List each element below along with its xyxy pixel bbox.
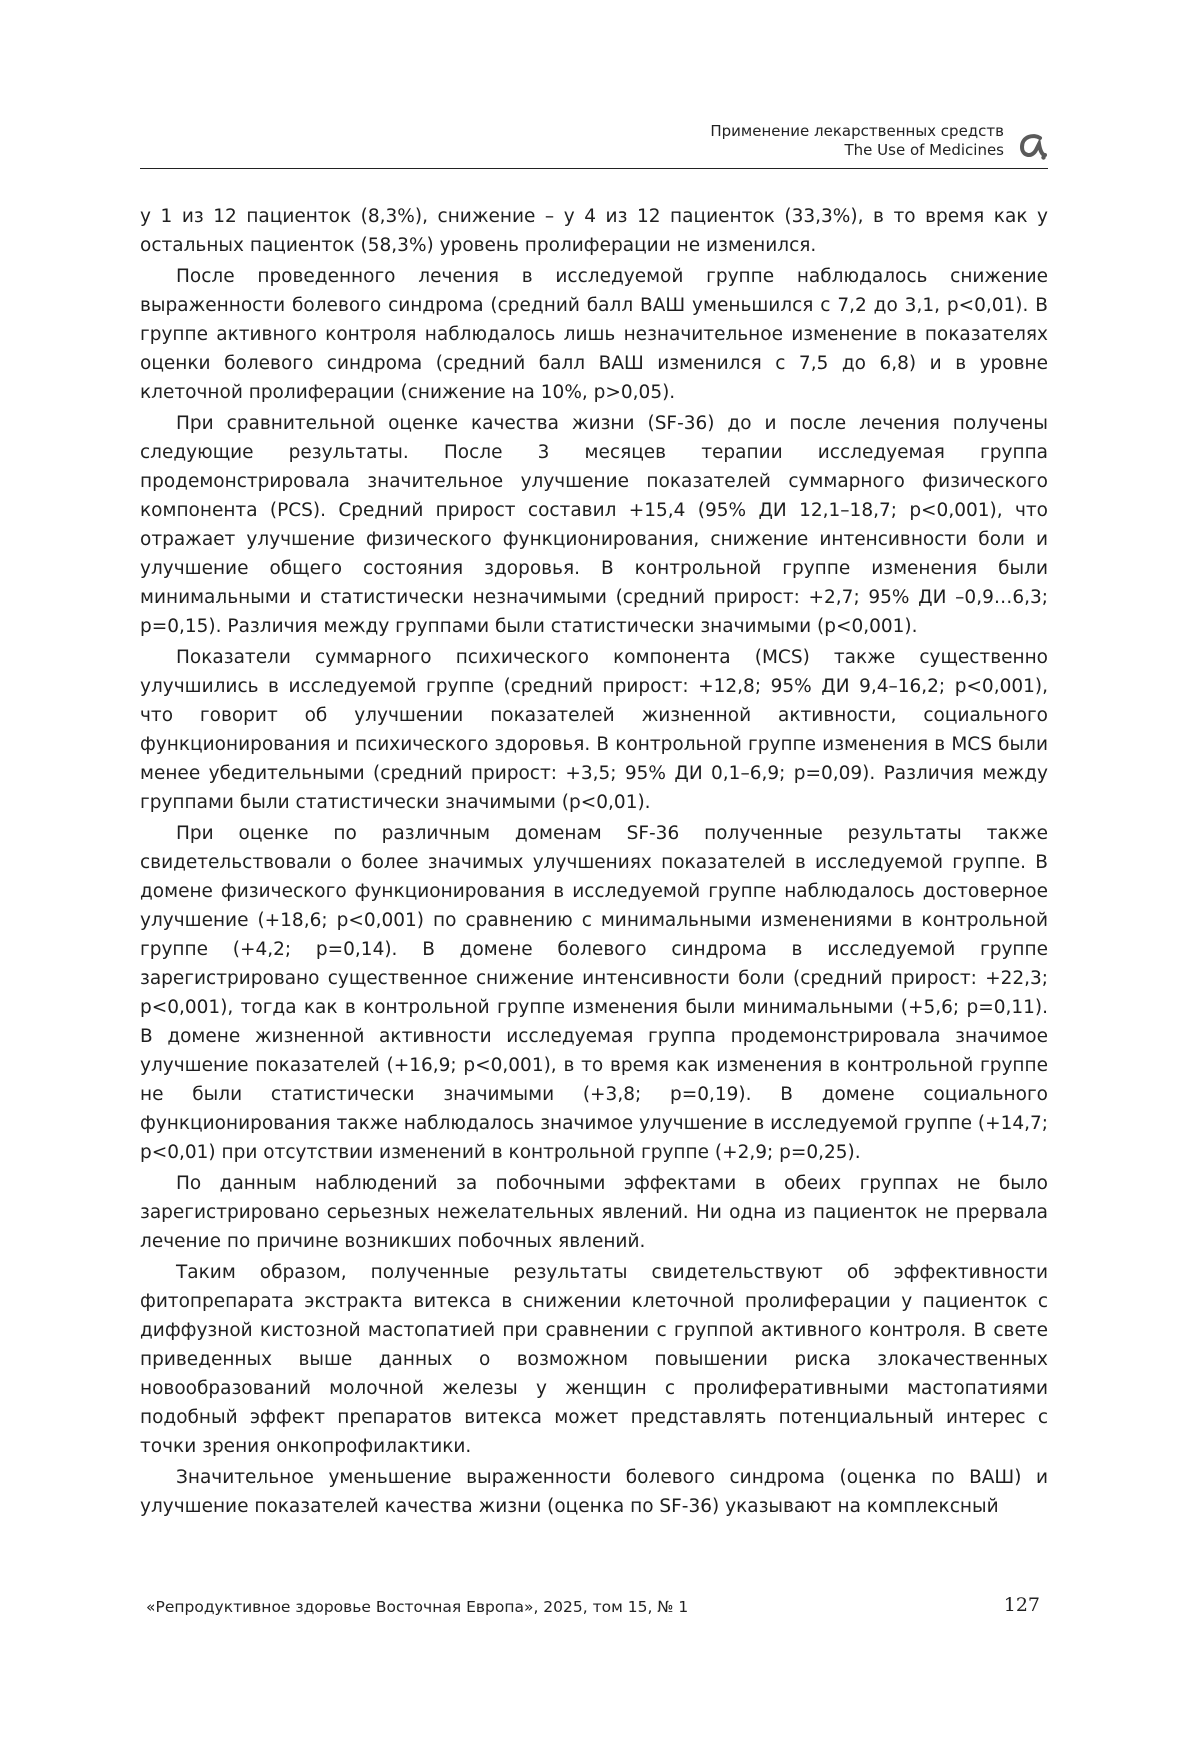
page-number: 127 (1003, 1594, 1040, 1616)
paragraph: По данным наблюдений за побочными эффектами в обеих группах не было зарегистрировано серьезных нежелательных явлений. Ни одна из пациенток не прервала лечение по причине возникших побочных явлений. (140, 1173, 1048, 1252)
header-title-en: The Use of Medicines (844, 141, 1004, 159)
paragraph: При оценке по различным доменам SF-36 полученные результаты также свидетельствовали о более значимых улучшениях показателей в исследуемой группе. В домене физического функционирования в исследуемой группе наблюдалось достоверное улучшение (+18,6; p<0,001) по сравнению с минимальными изменениями в контрольной группе (+4,2; p=0,14). В домене болевого синдрома в исследуемой группе зарегистрировано существенное снижение интенсивности боли (средний прирост: +22,3; p<0,001), тогда как в контрольной группе изменения были минимальными (+5,6; p=0,11). В домене жизненной активности исследуемая группа продемонстрировала значимое улучшение показателей (+16,9; p<0,001), в то время как изменения в контрольной группе не были статистически значимыми (+3,8; p=0,19). В домене социального функционирования также наблюдалось значимое улучшение в исследуемой группе (+14,7; p<0,01) при отсутствии изменений в контрольной группе (+2,9; p=0,25). (140, 823, 1048, 1163)
article-body (140, 202, 1048, 1523)
paragraph: Таким образом, полученные результаты свидетельствуют об эффективности фитопрепарата экстракта витекса в снижении клеточной пролиферации у пациенток с диффузной кистозной мастопатией при сравнении с группой активного контроля. В свете приведенных выше данных о возможном повышении риска злокачественных новообразований молочной железы у женщин с пролиферативными мастопатиями подобный эффект препаратов витекса может представлять потенциальный интерес с точки зрения онкопрофилактики. (140, 1262, 1048, 1457)
paragraph: При сравнительной оценке качества жизни (SF-36) до и после лечения получены следующие результаты. После 3 месяцев терапии исследуемая группа продемонстрировала значительное улучшение показателей суммарного физического компонента (PCS). Средний прирост составил +15,4 (95% ДИ 12,1–18,7; p<0,001), что отражает улучшение физического функционирования, снижение интенсивности боли и улучшение общего состояния здоровья. В контрольной группе изменения были минимальными и статистически незначимыми (средний прирост: +2,7; 95% ДИ –0,9…6,3; p=0,15). Различия между группами были статистически значимыми (p<0,001). (140, 413, 1048, 637)
paragraph: Показатели суммарного психического компонента (MCS) также существенно улучшились в исследуемой группе (средний прирост: +12,8; 95% ДИ 9,4–16,2; p<0,001), что говорит об улучшении показателей жизненной активности, социального функционирования и психического здоровья. В контрольной группе изменения в MCS были менее убедительными (средний прирост: +3,5; 95% ДИ 0,1–6,9; p=0,09). Различия между группами были статистически значимыми (p<0,01). (140, 647, 1048, 813)
paragraph: у 1 из 12 пациенток (8,3%), снижение – у 4 из 12 пациенток (33,3%), в то время как у остальных пациенток (58,3%) уровень пролиферации не изменился. (140, 206, 1048, 256)
running-header-text (710, 122, 1004, 160)
paragraph: Значительное уменьшение выраженности болевого синдрома (оценка по ВАШ) и улучшение показателей качества жизни (оценка по SF-36) указывают на комплексный (140, 1467, 1048, 1517)
header-title-ru: Применение лекарственных средств (710, 122, 1004, 140)
page-footer (140, 1594, 1048, 1622)
journal-citation: «Репродуктивное здоровье Восточная Европа», 2025, том 15, № 1 (146, 1598, 689, 1616)
paragraph: После проведенного лечения в исследуемой группе наблюдалось снижение выраженности болевого синдрома (средний балл ВАШ уменьшился с 7,2 до 3,1, p<0,01). В группе активного контроля наблюдалось лишь незначительное изменение в показателях оценки болевого синдрома (средний балл ВАШ изменился с 7,5 до 6,8) и в уровне клеточной пролиферации (снижение на 10%, p>0,05). (140, 266, 1048, 403)
alpha-logo-icon (1016, 130, 1048, 162)
running-header (140, 120, 1048, 169)
